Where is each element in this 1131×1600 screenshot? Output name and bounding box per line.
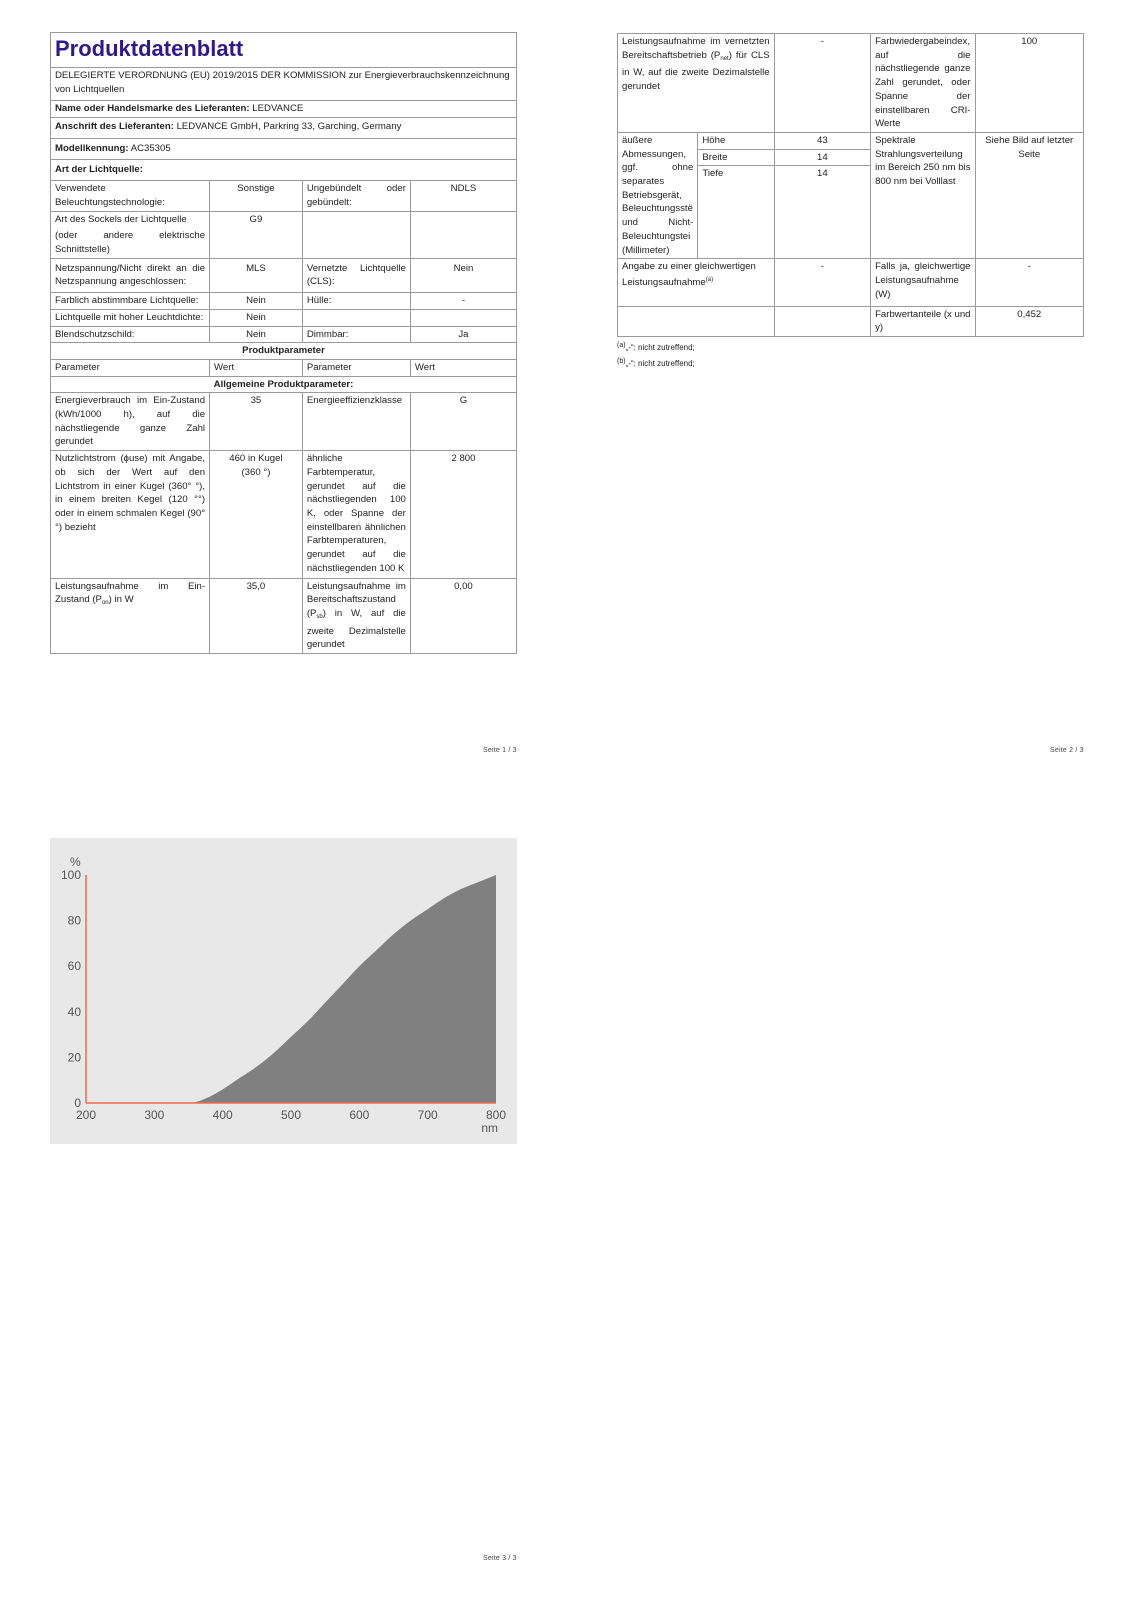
envelope-label: Hülle: [302,293,410,310]
y-axis-label: % [70,855,81,869]
envelope-value: - [410,293,516,310]
supplier-name-row [51,101,517,118]
spectral-distribution-chart [50,838,517,1144]
general-parameters-heading: Allgemeine Produktparameter: [51,376,517,393]
networked-standby-label-text: Leistungsaufnahme im vernetzten Bereitschaftsbetrieb (P [622,36,770,61]
product-datasheet-table-continued [617,33,1084,337]
equivalent-power-if-yes-label: Falls ja, gleichwertige Leistungsaufnahme (W) [871,259,975,306]
x-axis-label: nm [481,1121,498,1135]
footnote-a-mark: (a) [617,342,626,350]
tunable-label: Farblich abstimmbare Lichtquelle: [51,293,210,310]
luminous-flux-value-cell [210,451,303,578]
high-luminance-value: Nein [210,309,303,326]
energy-class-label: Energieeffizienzklasse [302,393,410,451]
socket-label-2: (oder andere elektrische Schnittstelle) [55,230,206,256]
x-tick-label: 800 [485,1108,507,1122]
equivalent-power-value: - [774,259,870,306]
y-tick-label: 60 [67,959,81,974]
spectral-distribution-value: Siehe Bild auf letzter Seite [975,132,1084,258]
spectrum-area [86,875,496,1103]
dimmable-value: Ja [410,326,516,343]
footnotes [617,339,1084,371]
x-tick-label: 500 [280,1108,302,1122]
equivalent-power-footnote-mark: (a) [705,276,714,283]
cri-label: Farbwiedergabeindex, auf die nächstliegende ganze Zahl gerundet, oder Spanne der einstellbaren CRI-Werte [871,34,975,133]
model-label: Modellkennung: [55,142,129,154]
dimension-values-cell [774,132,870,258]
glare-shield-value: Nein [210,326,303,343]
bundled-label: Ungebündelt oder gebündelt: [302,181,410,211]
spectral-distribution-label: Spektrale Strahlungsverteilung im Bereich 250 nm bis 800 nm bei Volllast [871,132,975,258]
power-on-label [51,578,210,654]
cls-label: Vernetzte Lichtquelle (CLS): [302,258,410,292]
glare-shield-label: Blendschutzschild: [51,326,210,343]
power-on-subscript: on [101,600,109,607]
luminous-flux-value: 460 in Kugel [229,453,283,465]
standby-power-label-text: Leistungsaufnahme im Bereitschaftszustand (P [306,580,406,619]
x-tick-label: 300 [144,1108,165,1122]
x-tick-labels [76,1108,506,1122]
x-tick-label: 700 [417,1108,438,1122]
tunable-value: Nein [210,293,303,310]
page-2-footer: Seite 2 / 3 [1050,747,1084,754]
product-parameters-heading: Produktparameter [51,343,517,360]
power-on-label-text: Leistungsaufnahme im Ein-Zustand (P [55,580,206,606]
mains-value: MLS [210,258,303,292]
standby-power-value: 0,00 [410,578,516,654]
bundled-value: NDLS [410,181,516,211]
standby-power-label-unit: ) in W, auf die zweite Dezimalstelle gerundet [306,607,406,651]
product-datasheet-table [50,32,517,654]
equivalent-power-label-text: Angabe zu einer gleichwertigen Leistungsaufnahme [622,261,756,288]
networked-standby-value: - [774,34,870,133]
energy-consumption-label: Energieverbrauch im Ein-Zustand (kWh/1000 h), auf die nächstliegende ganze Zahl gerundet [51,393,210,451]
column-header-value: Wert [210,359,303,376]
supplier-address-value: LEDVANCE GmbH, Parkring 33, Garching, Germany [176,121,402,133]
model-value: AC35305 [130,142,171,154]
luminous-flux-geometry: (360 °) [241,466,271,478]
mains-label: Netzspannung/Nicht direkt an die Netzspannung angeschlossen: [51,258,210,292]
column-header-parameter-2: Parameter [302,359,410,376]
x-tick-label: 400 [212,1108,233,1122]
tech-label: Verwendete Beleuchtungstechnologie: [51,181,210,211]
dimensions-label: äußere Abmessungen, ggf. ohne separates Betriebsgerät, Beleuchtungsstё und Nicht-Beleuchtungsteі (Millimeter) [618,132,698,258]
page-title: Produktdatenblatt [51,33,517,68]
equivalent-power-label [618,259,775,306]
chromaticity-label: Farbwertanteile (x und y) [871,306,975,336]
model-row [51,138,517,159]
equivalent-power-if-yes-value: - [975,259,1084,306]
y-tick-label: 0 [74,1096,81,1110]
footnote-b [617,355,1084,371]
supplier-name-label: Name oder Handelsmarke des Lieferanten: [55,103,250,115]
chromaticity-value: 0,452 [975,306,1084,336]
page-3-footer: Seite 3 / 3 [483,1555,517,1562]
standby-power-subscript: sb [316,613,323,620]
width-label: Breite [698,150,773,167]
y-tick-label: 20 [67,1050,81,1065]
x-tick-label: 600 [349,1108,370,1122]
supplier-name-value: LEDVANCE [252,103,304,115]
color-temperature-label: ähnliche Farbtemperatur, gerundet auf die nächstliegenden 100 K, oder Spanne der einstellbaren ähnlichen Farbtemperaturen, gerundet auf die nächstliegenden 100 K [302,451,410,578]
height-value: 43 [775,133,870,150]
energy-class-value: G [410,393,516,451]
cls-value: Nein [410,258,516,292]
page-1 [50,32,517,654]
socket-label: Art des Sockels der Lichtquelle [55,213,187,225]
light-source-type-heading: Art der Lichtquelle: [51,159,517,181]
y-tick-label: 100 [60,868,81,882]
y-tick-labels [61,868,81,1110]
socket-label-cell [51,211,210,258]
depth-label: Tiefe [702,168,724,180]
tech-value: Sonstige [210,181,303,211]
dimension-names-cell [698,132,774,258]
y-tick-label: 40 [67,1004,81,1019]
column-header-value-2: Wert [410,359,516,376]
page-1-footer: Seite 1 / 3 [483,747,517,754]
y-tick-label: 80 [67,913,81,928]
height-label: Höhe [698,133,773,150]
energy-consumption-value: 35 [210,393,303,451]
standby-power-label [302,578,410,654]
footnote-a-text: „-“: nicht zutreffend; [625,343,695,353]
high-luminance-label: Lichtquelle mit hoher Leuchtdichte: [51,309,210,326]
column-header-parameter: Parameter [51,359,210,376]
regulation-text: DELEGIERTE VERORDNUNG (EU) 2019/2015 DER KOMMISSION zur Energieverbrauchskennzeichnung von Lichtquellen [51,68,517,101]
networked-standby-label [618,34,775,133]
footnote-b-text: „-“: nicht zutreffend; [625,359,695,369]
footnote-b-mark: (b) [617,358,626,366]
power-on-label-unit: ) in W [108,594,134,606]
spectral-chart-svg [50,838,517,1144]
socket-value: G9 [210,211,303,258]
page-2 [617,33,1084,371]
networked-standby-subscript: net [720,55,729,62]
color-temperature-value: 2 800 [410,451,516,578]
supplier-address-row [51,118,517,139]
width-value: 14 [775,150,870,167]
x-tick-label: 200 [75,1108,97,1122]
depth-value: 14 [817,168,828,180]
supplier-address-label: Anschrift des Lieferanten: [55,121,174,133]
footnote-a [617,339,1084,355]
cri-value: 100 [975,34,1084,133]
luminous-flux-label: Nutzlichtstrom (ɸuse) mit Angabe, ob sich der Wert auf den Lichtstrom in einer Kugel (360° °), in einem breiten Kegel (120 °°) oder in einem schmalen Kegel (90° °) bezieht [51,451,210,578]
dimmable-label: Dimmbar: [302,326,410,343]
networked-standby-label-unit: ) für CLS in W, auf die zweite Dezimalstelle gerundet [622,49,770,93]
power-on-value: 35,0 [210,578,303,654]
